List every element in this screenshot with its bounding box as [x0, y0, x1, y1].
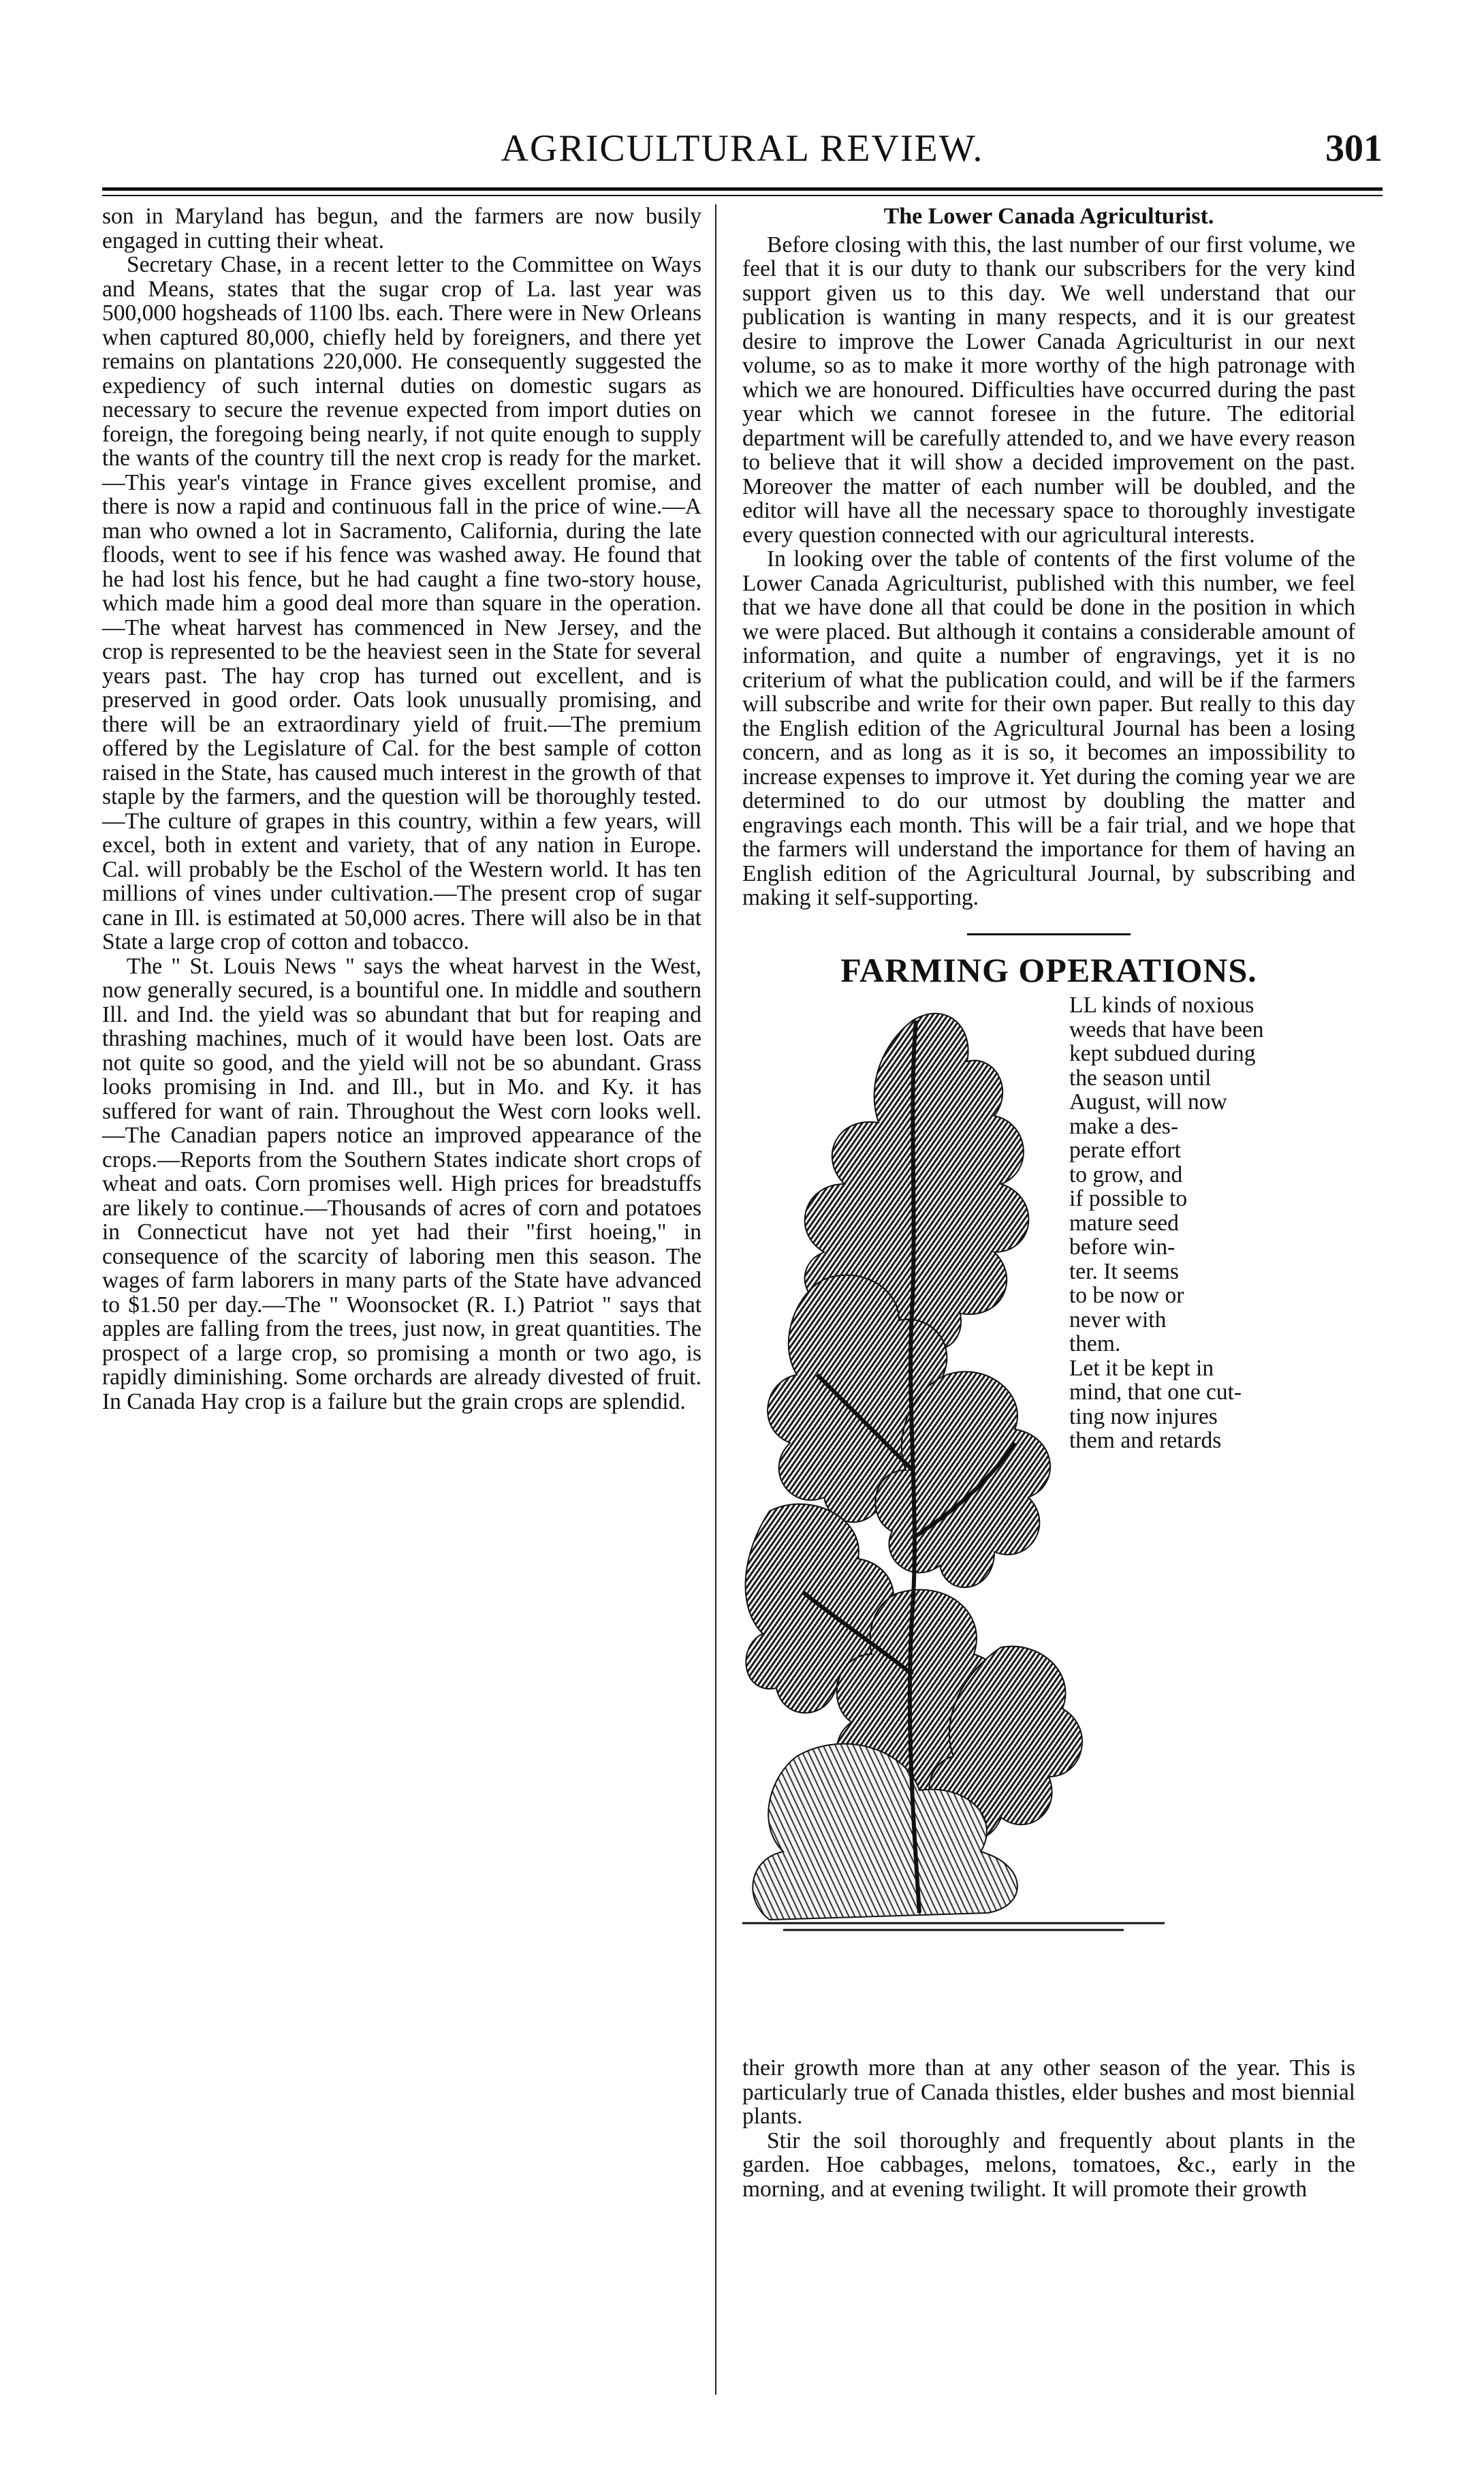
article-paragraph: son in Maryland has begun, and the farmers are now busily engaged in cutting their wheat.	[102, 204, 701, 253]
article-paragraph: Before closing with this, the last number of our first volume, we feel that it is our duty to thank our subscribers for the very kind support given us to this day. We well understand that our publication is wanting in many respects, and it is our greatest desire to improve the Lower Canada Agriculturist in our next volume, so as to make it more worthy of the high patronage with which we are honoured. Difficulties have occurred during the past year which we cannot foresee in the future. The editorial department will be carefully attended to, and we have every reason to believe that it will show a decided improvement on the past. Moreover the matter of each number will be doubled, and the editor will have all the necessary space to thoroughly investigate every question connected with our agricultural interests.	[742, 232, 1355, 548]
wrap-line: weeds that have been	[1069, 1016, 1264, 1042]
wrap-line: them and retards	[1069, 1428, 1222, 1453]
article-paragraph: In looking over the table of contents of the first volume of the Lower Canada Agriculturist, published with this number, we feel that we have done all that could be done in the position in which we were placed. But although it contains a considerable amount of information, and quite a number of engravings, yet it is no criterium of what the publication could, and will be if the farmers will subscribe and write for their own paper. But really to this day the English edition of the Agricultural Journal has been a losing concern, and as long as it is so, it becomes an impossibility to increase expenses to improve it. Yet during the coming year we are determined to do our utmost by doubling the matter and engravings each month. This will be a fair trial, and we hope that the farmers will understand the importance for them of having an English edition of the Agricultural Journal, by subscribing and making it self-supporting.	[742, 546, 1355, 910]
wrap-line: August, will now	[1069, 1089, 1227, 1115]
wrap-line: perate effort	[1069, 1138, 1181, 1163]
wrap-line: them.	[1069, 1331, 1121, 1356]
wrap-line: Let it be kept in	[1069, 1355, 1214, 1381]
header-rule	[102, 187, 1383, 191]
column-divider	[715, 204, 716, 2395]
wrap-line: to be now or	[1069, 1283, 1184, 1308]
wrap-line: ter. It seems	[1069, 1258, 1179, 1284]
wrap-line: mind, that one cut-	[1069, 1380, 1242, 1405]
wrap-line: mature seed	[1069, 1210, 1179, 1236]
header-rule-thin	[102, 195, 1383, 196]
wrap-line: kept subdued during	[1069, 1041, 1256, 1066]
wrap-line: never with	[1069, 1307, 1167, 1333]
article-paragraph: Stir the soil thoroughly and frequently about plants in the garden. Hoe cabbages, melons, tomatoes, &c., early in the morning, and at evening twilight. It will promote their growth	[742, 2128, 1355, 2202]
wrap-line: ting now injures	[1069, 1403, 1218, 1429]
page-title: AGRICULTURAL REVIEW.	[501, 127, 984, 170]
section-heading: FARMING OPERATIONS.	[840, 950, 1257, 989]
wrap-line: make a des-	[1069, 1113, 1178, 1139]
dropcap-wrap-text	[1069, 993, 1355, 1453]
wrap-line: to grow, and	[1069, 1162, 1183, 1187]
running-head	[102, 121, 1383, 176]
page-number: 301	[1325, 127, 1383, 170]
wrap-line: before win-	[1069, 1234, 1175, 1260]
right-column	[742, 204, 1355, 2201]
section-divider	[967, 933, 1131, 935]
wrap-line: the season until	[1069, 1065, 1212, 1091]
wrap-line: if possible to	[1069, 1186, 1188, 1211]
article-paragraph: The " St. Louis News " says the wheat harvest in the West, now generally secured, is a bountiful one. In middle and southern Ill. and Ind. the yield was so abundant that but for reaping and thrashing machines, much of it would have been lost. Oats are not quite so good, and the yield will not be so abundant. Grass looks promising in Ind. and Ill., but in Mo. and Ky. it has suffered for want of rain. Throughout the West corn looks well.—The Canadian papers notice an improved appearance of the crops.—Reports from the Southern States indicate short crops of wheat and oats. Corn promises well. High prices for breadstuffs are likely to continue.—Thousands of acres of corn and potatoes in Connecticut have not yet had their "first hoeing," in consequence of the scarcity of laboring men this season. The wages of farm laborers in many parts of the State have advanced to $1.50 per day.—The " Woonsocket (R. I.) Patriot " says that apples are falling from the trees, just now, in great quantities. The prospect of a large crop, so promising a month or two ago, is rapidly diminishing. Some orchards are already divested of fruit. In Canada Hay crop is a failure but the grain crops are splendid.	[102, 953, 701, 1414]
wrap-line: LL kinds of noxious	[1069, 993, 1254, 1018]
section-heading: The Lower Canada Agriculturist.	[883, 204, 1214, 229]
figure-block	[742, 993, 1355, 2056]
article-paragraph: Secretary Chase, in a recent letter to the Committee on Ways and Means, states that the sugar crop of La. last year was 500,000 hogsheads of 1100 lbs. each. There were in New Orleans when captured 80,000, chiefly held by foreigners, and there yet remains on plantations 220,000. He consequently suggested the expediency of such internal duties on domestic sugars as necessary to secure the revenue expected from import duties on foreign, the foregoing being nearly, if not quite enough to supply the wants of the country till the next crop is ready for the market.—This year's vintage in France gives excellent promise, and there is now a rapid and continuous fall in the price of wine.—A man who owned a lot in Sacramento, California, during the late floods, went to see if his fence was washed away. He found that he had lost his fence, but he had caught a fine two-story house, which made him a good deal more than square in the operation.—The wheat harvest has commenced in New Jersey, and the crop is represented to be the heaviest seen in the State for several years past. The hay crop has turned out excellent, and is preserved in good order. Oats look unusually promising, and there will be an extraordinary yield of fruit.—The premium offered by the Legislature of Cal. for the best sample of cotton raised in the State, has caused much interest in the growth of that staple by the farmers, and the question will be thoroughly tested.—The culture of grapes in this country, within a few years, will excel, both in extent and variety, that of any nation in Europe. Cal. will probably be the Eschol of the Western world. It has ten millions of vines under cultivation.—The present crop of sugar cane in Ill. is estimated at 50,000 acres. There will also be in that State a large crop of cotton and tobacco.	[102, 252, 701, 954]
article-paragraph: their growth more than at any other season of the year. This is particularly true of Canada thistles, elder bushes and most biennial plants.	[742, 2055, 1355, 2129]
left-column	[102, 204, 701, 1414]
